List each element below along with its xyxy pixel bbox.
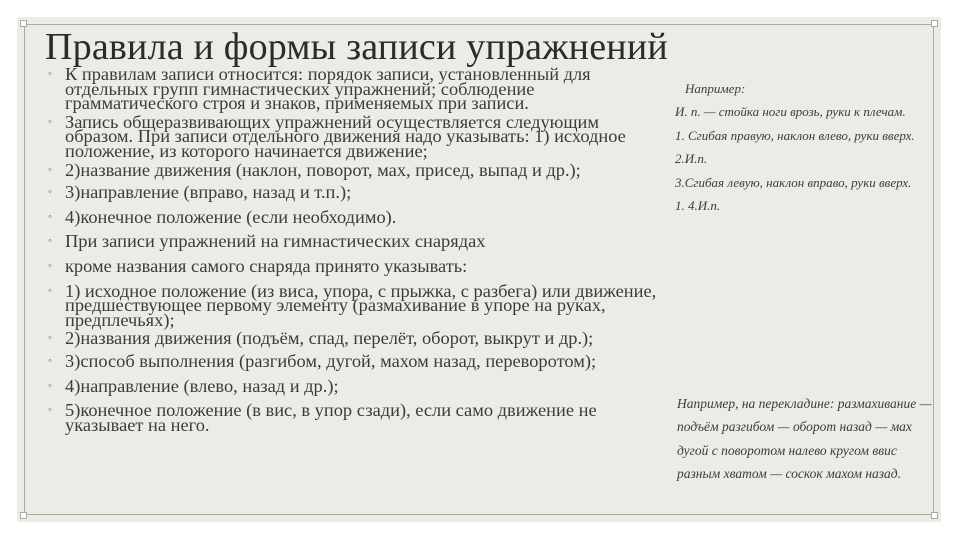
bullet-item: [47, 255, 667, 276]
bullet-text: 1) исходное положение (из виса, упора, с прыжка, с разбега) или движение, предшествующее первому элементу (размахивание в упоре на руках, предплечьях);: [65, 280, 657, 330]
bullet-circle-icon: ◦: [48, 210, 52, 223]
example-line: 1. Сгибая правую, наклон влево, руки вверх.: [675, 127, 915, 143]
bullet-circle-icon: ◦: [48, 284, 52, 297]
bullet-item: [47, 111, 667, 161]
example-apparatus-text: Например, на перекладине: размахивание — подъём разгибом — оборот назад — мах дугой с поворотом налево кругом ввис разным хватом — соскок махом назад.: [677, 396, 932, 481]
bullet-item: [47, 375, 667, 396]
bullet-item: [47, 182, 667, 203]
bullet-text: 3)способ выполнения (разгибом, дугой, махом назад, переворотом);: [65, 350, 597, 371]
bullet-text: 2)название движения (наклон, поворот, мах, присед, выпад и др.);: [65, 159, 581, 180]
bullet-circle-icon: ◦: [48, 259, 52, 272]
example-line: И. п. — стойка ноги врозь, руки к плечам.: [675, 104, 906, 120]
bullet-circle-icon: ◦: [48, 235, 52, 248]
bullet-circle-icon: ◦: [48, 163, 52, 176]
bullet-text: При записи упражнений на гимнастических снарядах: [65, 231, 486, 252]
bullet-item: [47, 159, 667, 180]
bullet-item: [47, 400, 667, 435]
bullet-text: 4)конечное положение (если необходимо).: [65, 206, 397, 227]
bullet-text: 5)конечное положение (в вис, в упор сзади), если само движение не указывает на него.: [65, 400, 597, 435]
bullet-text: К правилам записи относится: порядок записи, установленный для отдельных групп гимнастических упражнений; соблюдение грамматического строя и знаков, применяемых при записи.: [65, 64, 591, 114]
bullet-item: [47, 280, 667, 330]
bullet-circle-icon: ◦: [48, 186, 52, 199]
frame-corner-top-right: [931, 20, 938, 27]
example-line: 1. 4.И.п.: [675, 198, 721, 214]
bullet-circle-icon: ◦: [48, 379, 52, 392]
bullet-item: [47, 206, 667, 227]
example-line: 2.И.п.: [675, 151, 708, 167]
bullet-circle-icon: ◦: [48, 354, 52, 367]
example-line: 3.Сгибая левую, наклон вправо, руки вверх.: [675, 174, 912, 190]
example-apparatus: [677, 392, 935, 485]
bullet-text: 4)направление (влево, назад и др.);: [65, 375, 339, 396]
bullet-item: [47, 64, 667, 114]
bullet-text: 3)направление (вправо, назад и т.п.);: [65, 182, 352, 203]
slide-title: Правила и формы записи упражнений: [45, 26, 668, 68]
frame-corner-top-left: [20, 20, 27, 27]
bullet-item: [47, 350, 667, 371]
frame-corner-bottom-left: [20, 512, 27, 519]
bullet-circle-icon: ◦: [48, 68, 52, 80]
example-exercise-list: [675, 77, 930, 217]
bullet-text: 2)названия движения (подъём, спад, перелёт, оборот, выкрут и др.);: [65, 328, 594, 349]
example-heading: Например:: [685, 81, 746, 96]
bullet-item: [47, 231, 667, 252]
bullet-circle-icon: ◦: [48, 115, 52, 128]
main-text-column: [47, 64, 667, 436]
slide: [17, 17, 941, 522]
bullet-text: кроме названия самого снаряда принято указывать:: [65, 255, 468, 276]
bullet-circle-icon: ◦: [48, 332, 52, 345]
bullet-item: [47, 328, 667, 349]
frame-corner-bottom-right: [931, 512, 938, 519]
bullet-text: Запись общеразвивающих упражнений осуществляется следующим образом. При записи отдельного движения надо указывать: 1) исходное положение, из которого начинается движение;: [65, 111, 626, 161]
bullet-circle-icon: ◦: [48, 404, 52, 417]
